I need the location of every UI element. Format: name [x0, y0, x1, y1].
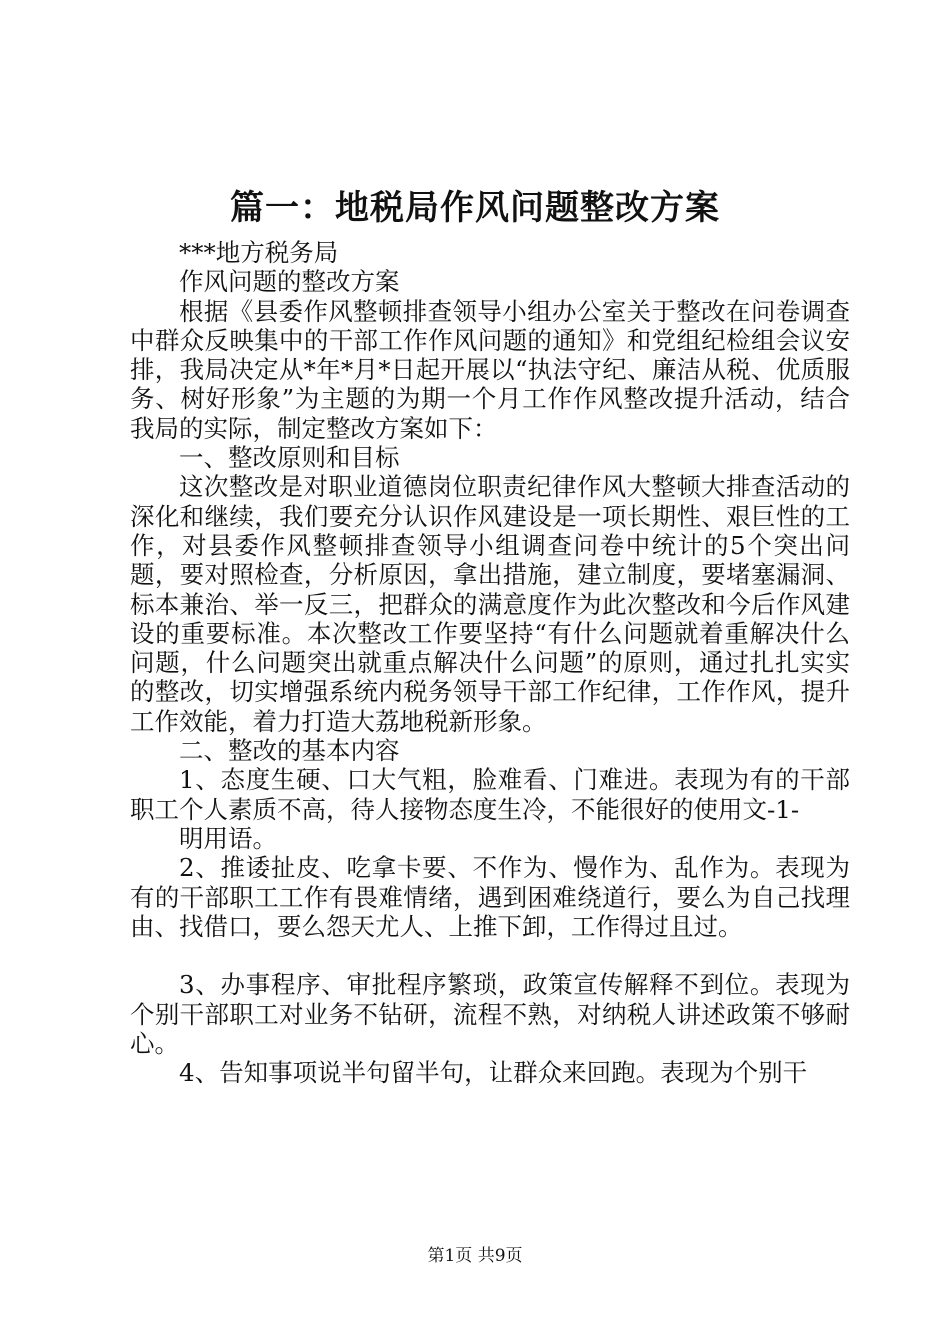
document-title: 篇一：地税局作风问题整改方案 [230, 188, 720, 228]
blank-line [130, 941, 850, 970]
paragraph-principles: 这次整改是对职业道德岗位职责纪律作风大整顿大排查活动的深化和继续，我们要充分认识作风建设是一项长期性、艰巨性的工作，对县委作风整顿排查领导小组调查问卷中统计的5个突出问题，要对照检查，分析原因，拿出措施，建立制度，要堵塞漏洞、标本兼治、举一反三，把群众的满意度作为此次整改和今后作风建设的重要标准。本次整改工作要坚持“有什么问题就着重解决什么问题，什么问题突出就重点解决什么问题”的原则，通过扎扎实实的整改，切实增强系统内税务领导干部工作纪律，工作作风，提升工作效能，着力打造大荔地税新形象。 [130, 472, 850, 736]
paragraph-item-4: 4、告知事项说半句留半句，让群众来回跑。表现为个别干 [179, 1058, 808, 1088]
paragraph-intro: 根据《县委作风整顿排查领导小组办公室关于整改在问卷调查中群众反映集中的干部工作作风问题的通知》和党组纪检组会议安排，我局决定从*年*月*日起开展以“执法守纪、廉洁从税、优质服务、树好形象”为主题的为期一个月工作作风整改提升活动，结合我局的实际，制定整改方案如下： [130, 296, 850, 443]
paragraph-item-3: 3、办事程序、审批程序繁琐，政策宣传解释不到位。表现为个别干部职工对业务不钻研，流程不熟，对纳税人讲述政策不够耐心。 [130, 970, 850, 1059]
section-heading-content: 二、整改的基本内容 [179, 736, 400, 766]
header-line-issuer: ***地方税务局 [179, 238, 339, 267]
header-line-subject: 作风问题的整改方案 [179, 267, 400, 297]
document-body [130, 238, 850, 1088]
paragraph-item-1-continued: 明用语。 [179, 823, 277, 853]
paragraph-item-1: 1、态度生硬、口大气粗，脸难看、门难进。表现为有的干部职工个人素质不高，待人接物态度生冷，不能很好的使用文-1- [130, 765, 850, 824]
paragraph-item-2: 2、推诿扯皮、吃拿卡要、不作为、慢作为、乱作为。表现为有的干部职工工作有畏难情绪，遇到困难绕道行，要么为自己找理由、找借口，要么怨天尤人、上推下卸，工作得过且过。 [130, 853, 850, 941]
section-heading-principles: 一、整改原则和目标 [179, 443, 400, 473]
page-footer: 第1页 共9页 [427, 1246, 523, 1266]
